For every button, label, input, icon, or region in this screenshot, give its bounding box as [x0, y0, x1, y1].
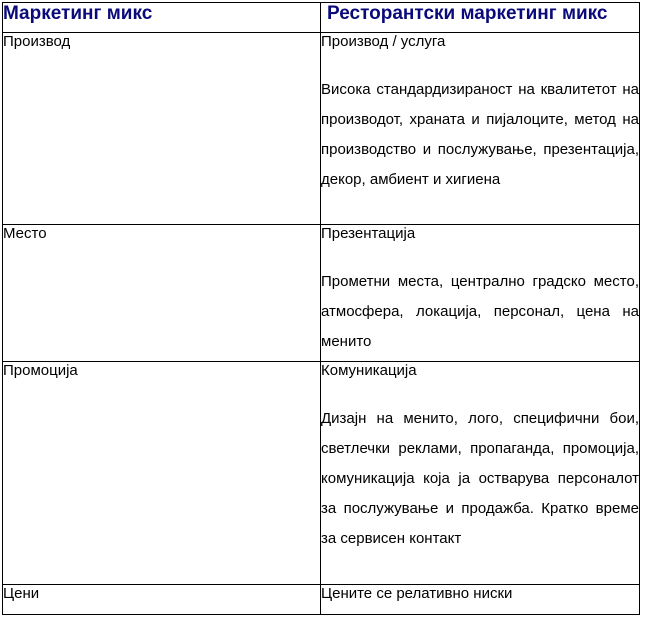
table-row — [3, 225, 640, 362]
row-subtitle: Презентација — [321, 225, 416, 242]
row-description: Прометни места, централно градско место, атмосфера, локација, персонал, цена на менито — [321, 273, 639, 350]
header-marketing-mix: Маркетинг микс — [3, 3, 321, 33]
row-subtitle: Цените се релативно ниски — [321, 585, 513, 602]
row-description: Дизајн на менито, лого, специфични бои, светлечки реклами, пропаганда, промоција, комуникација која ја остварува персоналот за послужување и продажба. Кратко време за сервисен контакт — [321, 410, 639, 547]
table-row — [3, 585, 640, 615]
table-row — [3, 362, 640, 585]
row-label-price: Цени — [3, 585, 321, 615]
row-content-product — [321, 33, 640, 225]
row-label-product: Производ — [3, 33, 321, 225]
row-content-promotion — [321, 362, 640, 585]
table-row — [3, 33, 640, 225]
row-description: Висока стандардизираност на квалитетот на производот, храната и пијалоците, метод на производство и послужување, презентација, декор, амбиент и хигиена — [321, 81, 639, 188]
table-header-row — [3, 3, 640, 33]
row-content-price — [321, 585, 640, 615]
row-subtitle: Комуникација — [321, 362, 417, 379]
row-label-promotion: Промоција — [3, 362, 321, 585]
row-content-place — [321, 225, 640, 362]
marketing-mix-table — [2, 2, 640, 615]
row-subtitle: Производ / услуга — [321, 33, 446, 50]
header-restaurant-marketing-mix: Ресторантски маркетинг микс — [321, 3, 640, 33]
row-label-place: Место — [3, 225, 321, 362]
